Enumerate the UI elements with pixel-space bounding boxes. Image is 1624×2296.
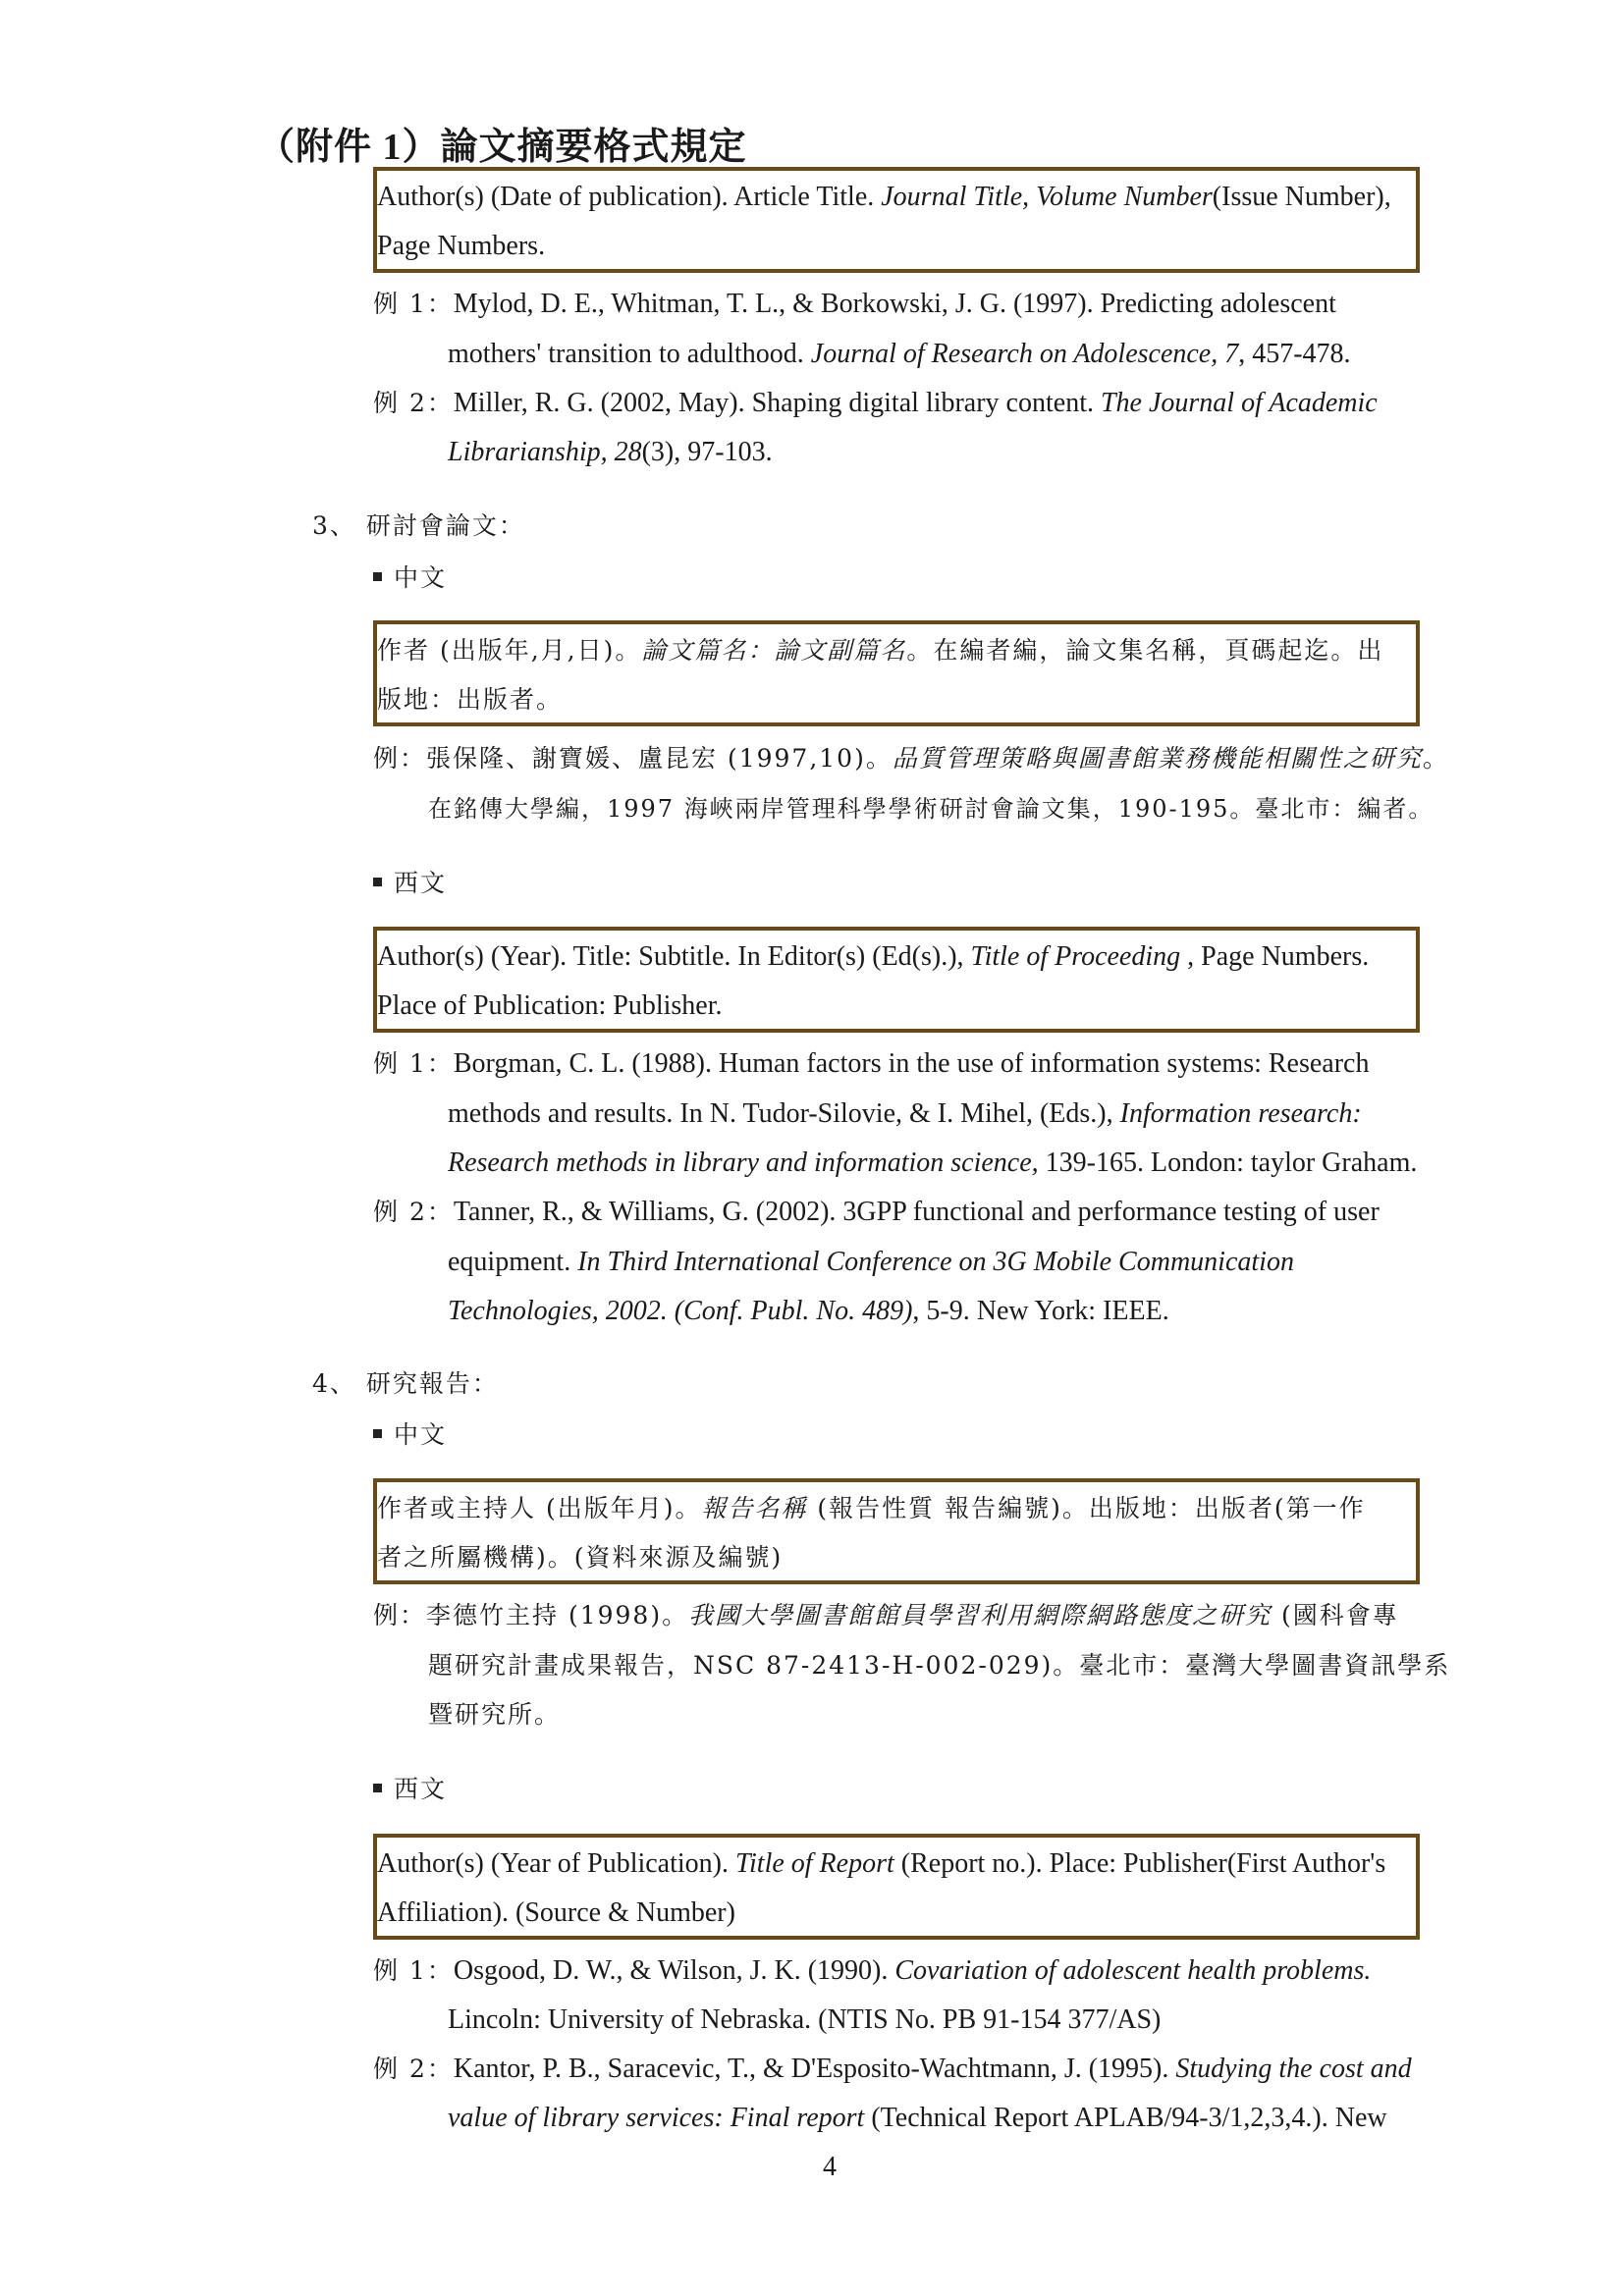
- section-4-zh-bullet: 中文: [373, 1415, 447, 1451]
- section-4-en-bullet: 西文: [373, 1770, 447, 1805]
- report-en-example-2-line-2: value of library services: Final report (Technical Report APLAB/94-3/1,2,3,4.). New: [448, 2103, 1387, 2133]
- conference-zh-format-box: [373, 620, 1420, 726]
- report-zh-format-line-2: 者之所屬機構)。(資料來源及編號): [377, 1543, 784, 1572]
- report-zh-example-line-2: 題研究計畫成果報告，NSC 87-2413-H-002-029)。臺北市：臺灣大學圖書資訊學系: [428, 1651, 1451, 1680]
- page-number: 4: [823, 2152, 837, 2182]
- journal-example-1-line-1: 例 1：Mylod, D. E., Whitman, T. L., & Borkowski, J. G. (1997). Predicting adolescent: [373, 289, 1336, 319]
- report-en-format-box: [373, 1834, 1420, 1940]
- conference-en-example-2-line-3: Technologies, 2002. (Conf. Publ. No. 489), 5-9. New York: IEEE.: [448, 1296, 1169, 1326]
- conference-en-example-2-line-1: 例 2：Tanner, R., & Williams, G. (2002). 3GPP functional and performance testing of user: [373, 1197, 1380, 1227]
- report-en-example-1-line-2: Lincoln: University of Nebraska. (NTIS No. PB 91-154 377/AS): [448, 2004, 1162, 2035]
- report-zh-format-line-1: 作者或主持人 (出版年月)。報告名稱 (報告性質 報告編號)。出版地：出版者(第一作: [377, 1494, 1366, 1522]
- conference-zh-example-line-2: 在銘傳大學編，1997 海峽兩岸管理科學學術研討會論文集，190-195。臺北市：編者。: [428, 795, 1435, 823]
- journal-example-2-line-1: 例 2：Miller, R. G. (2002, May). Shaping digital library content. The Journal of Academic: [373, 388, 1378, 418]
- conference-en-format-box: [373, 927, 1420, 1033]
- conference-en-example-2-line-2: equipment. In Third International Conference on 3G Mobile Communication: [448, 1247, 1294, 1277]
- conference-en-format-line-2: Place of Publication: Publisher.: [377, 990, 723, 1021]
- report-en-example-2-line-1: 例 2：Kantor, P. B., Saracevic, T., & D'Esposito-Wachtmann, J. (1995). Studying the cost and: [373, 2054, 1412, 2084]
- conference-zh-example-line-1: 例：張保隆、謝寶媛、盧昆宏 (1997,10)。品質管理策略與圖書館業務機能相關性之研究。: [373, 744, 1449, 773]
- conference-zh-format-line-1: 作者 (出版年,月,日)。論文篇名：論文副篇名。在編者編，論文集名稱，頁碼起迄。出: [377, 636, 1384, 665]
- page-title: （附件 1）論文摘要格式規定: [257, 127, 747, 168]
- bullet-square-icon: [373, 1429, 382, 1438]
- section-4-heading: 4、 研究報告：: [312, 1369, 499, 1398]
- report-en-format-line-2: Affiliation). (Source & Number): [377, 1897, 735, 1928]
- journal-format-line-1: Author(s) (Date of publication). Article Title. Journal Title, Volume Number(Issue Number),: [377, 182, 1391, 212]
- section-3-heading: 3、 研討會論文：: [312, 511, 525, 540]
- report-en-example-1-line-1: 例 1：Osgood, D. W., & Wilson, J. K. (1990). Covariation of adolescent health problems.: [373, 1955, 1372, 1986]
- section-3-zh-bullet: 中文: [373, 559, 447, 594]
- report-zh-example-line-1: 例：李德竹主持 (1998)。我國大學圖書館館員學習利用網際網路態度之研究 (國科會專: [373, 1601, 1399, 1629]
- report-en-format-line-1: Author(s) (Year of Publication). Title of Report (Report no.). Place: Publisher(First Author's: [377, 1848, 1386, 1879]
- conference-en-example-1-line-1: 例 1：Borgman, C. L. (1988). Human factors in the use of information systems: Research: [373, 1048, 1370, 1079]
- section-3-en-bullet: 西文: [373, 864, 447, 899]
- journal-example-2-line-2: Librarianship, 28(3), 97-103.: [448, 437, 773, 467]
- conference-en-format-line-1: Author(s) (Year). Title: Subtitle. In Editor(s) (Ed(s).), Title of Proceeding , Page Numbers.: [377, 941, 1370, 972]
- bullet-square-icon: [373, 1784, 382, 1792]
- conference-en-example-1-line-3: Research methods in library and information science, 139-165. London: taylor Graham.: [448, 1148, 1418, 1178]
- bullet-square-icon: [373, 878, 382, 886]
- journal-example-1-line-2: mothers' transition to adulthood. Journal of Research on Adolescence, 7, 457-478.: [448, 339, 1351, 369]
- journal-format-box: [373, 167, 1420, 273]
- report-zh-format-box: [373, 1478, 1420, 1584]
- conference-zh-format-line-2: 版地：出版者。: [377, 685, 564, 714]
- journal-format-line-2: Page Numbers.: [377, 231, 546, 261]
- report-zh-example-line-3: 暨研究所。: [428, 1700, 562, 1729]
- conference-en-example-1-line-2: methods and results. In N. Tudor-Silovie, & I. Mihel, (Eds.), Information research:: [448, 1098, 1362, 1129]
- bullet-square-icon: [373, 572, 382, 581]
